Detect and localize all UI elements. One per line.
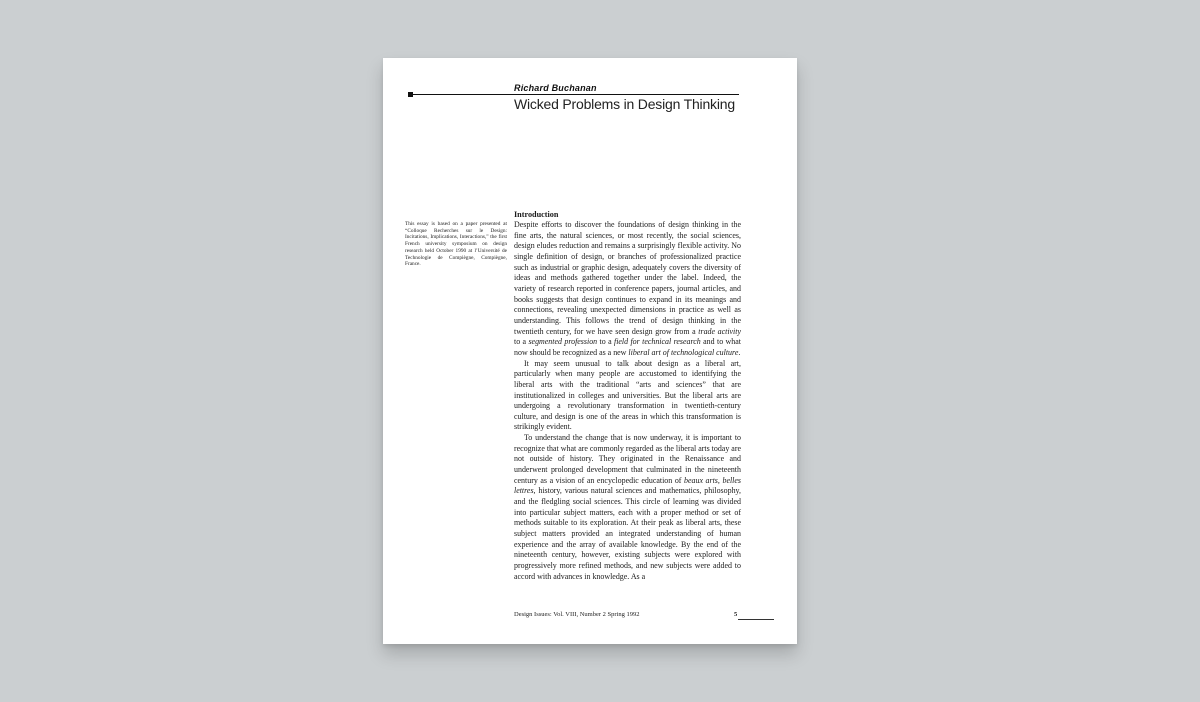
sidenote: This essay is based on a paper presented at “Colloque Recherches sur le Design: Incitations, Implications, Interactions,” the first French university symposium on design research held October 1990 at l’Université de Technologie de Compiègne, Compiègne, France. bbox=[405, 221, 507, 268]
section-heading: Introduction bbox=[514, 210, 559, 219]
footer-journal-citation: Design Issues: Vol. VIII, Number 2 Spring 1992 bbox=[514, 611, 640, 618]
journal-page bbox=[383, 58, 797, 644]
article-body bbox=[514, 210, 741, 582]
article-title: Wicked Problems in Design Thinking bbox=[514, 96, 735, 112]
header-rule bbox=[413, 94, 739, 95]
article-author: Richard Buchanan bbox=[514, 83, 597, 93]
paragraph-3: To understand the change that is now underway, it is important to recognize that what are commonly regarded as the liberal arts today are not outside of history. They originated in the Renaissance and underwent prolonged development that culminated in the nineteenth century as a vision of an encyclopedic education of beaux arts, belles lettres, history, various natural sciences and mathematics, philosophy, and the fledgling social sciences. This circle of learning was divided into particular subject matters, each with a proper method or set of methods suitable to its exploration. At their peak as liberal arts, these subject matters provided an integrated understanding of human experience and the array of available knowledge. By the end of the nineteenth century, however, existing subjects were explored with progressively more refined methods, and new subjects were added to accord with advances in knowledge. As a bbox=[514, 433, 741, 581]
footer-page-rule bbox=[738, 619, 774, 620]
paragraph-2: It may seem unusual to talk about design as a liberal art, particularly when many people are accustomed to identifying the liberal arts with the traditional “arts and sciences” that are institutionalized in colleges and universities. But the liberal arts are undergoing a revolutionary transformation in twentieth-century culture, and design is one of the areas in which this transformation is strikingly evident. bbox=[514, 358, 741, 432]
footer-page-number: 5 bbox=[734, 611, 738, 618]
paragraph-1: Despite efforts to discover the foundations of design thinking in the fine arts, the natural sciences, or most recently, the social sciences, design eludes reduction and remains a surprisingly flexible activity. No single definition of design, or branches of professionalized practice such as industrial or graphic design, adequately covers the diversity of ideas and methods gathered together under the label. Indeed, the variety of research reported in conference papers, journal articles, and books suggests that design continues to expand in its meanings and connections, revealing unexpected dimensions in practice as well as understanding. This follows the trend of design thinking in the twentieth century, for we have seen design grow from a trade activity to a segmented profession to a field for technical research and to what now should be recognized as a new liberal art of technological culture. bbox=[514, 220, 741, 357]
